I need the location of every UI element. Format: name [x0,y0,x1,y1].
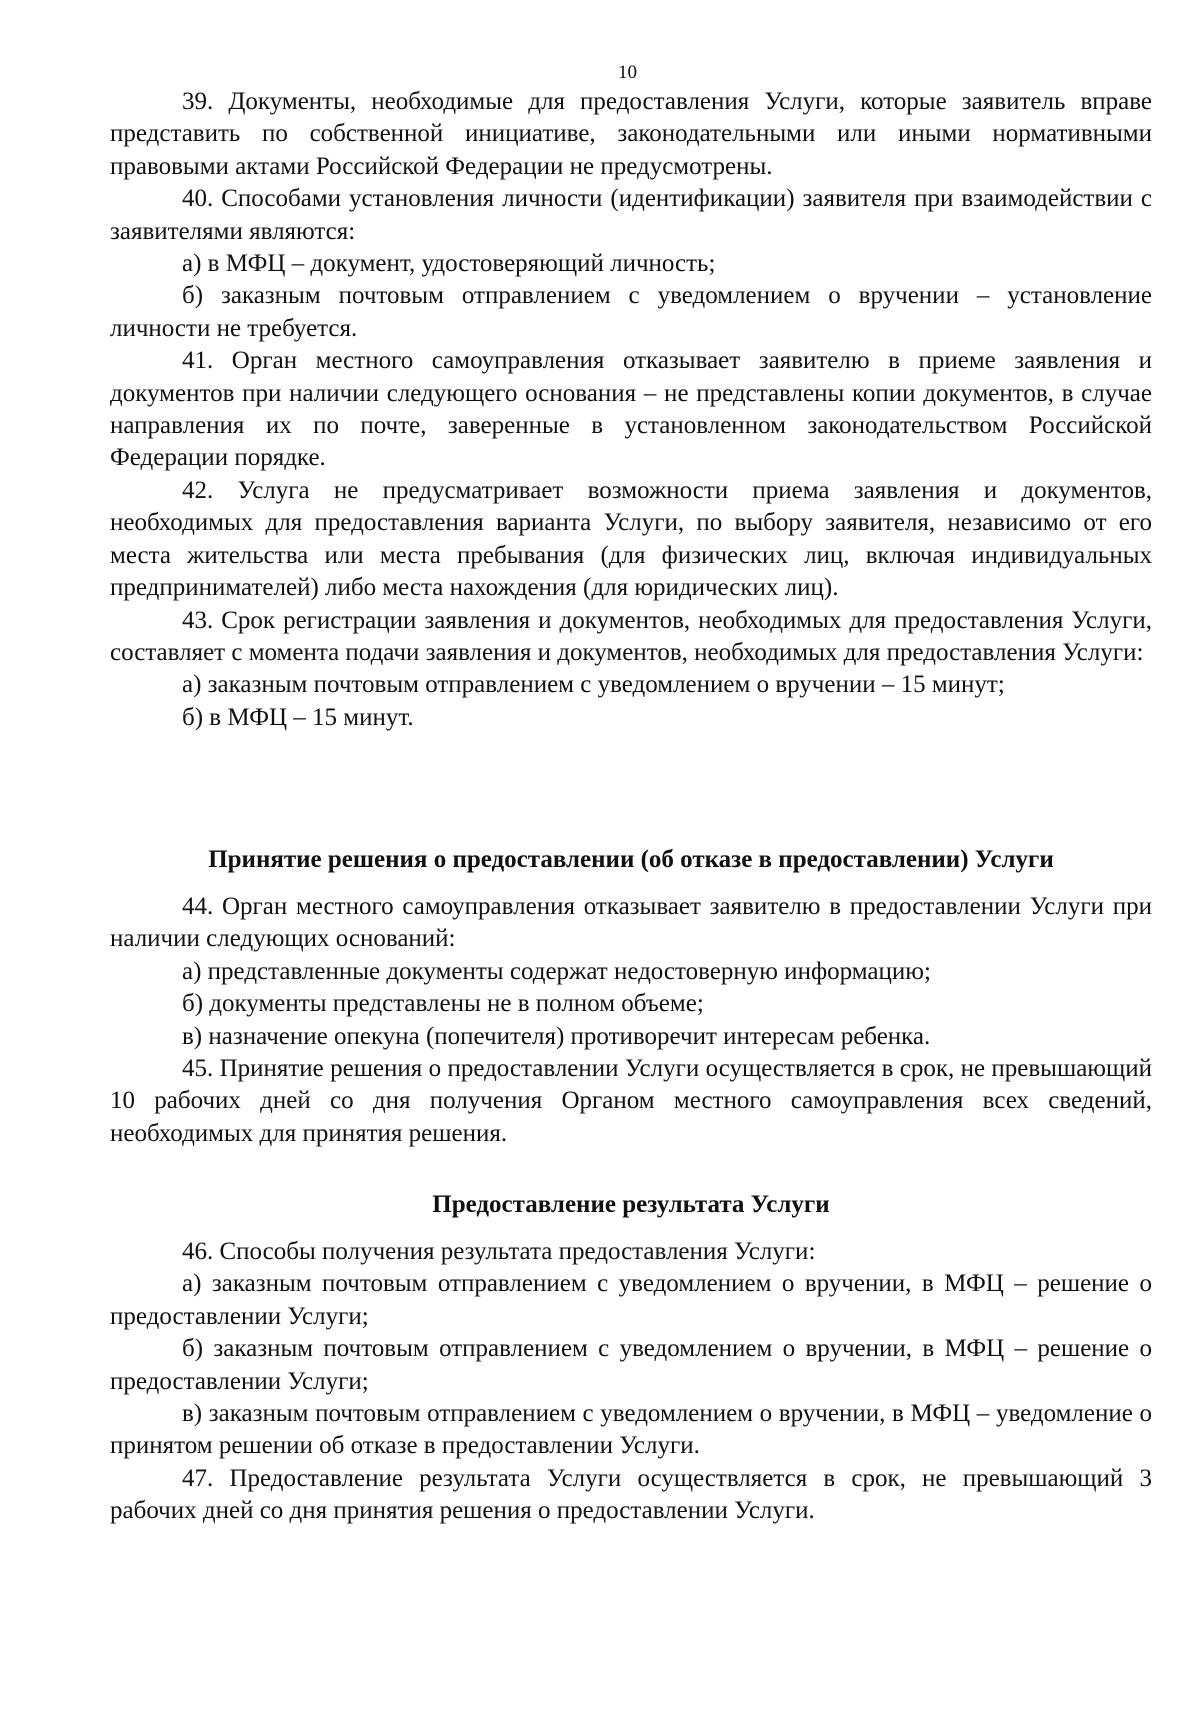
paragraph-46-item-a: а) заказным почтовым отправлением с уведомлением о вручении, в МФЦ – решение о предоставлении Услуги; [110,1270,1152,1330]
paragraph-43-item-a: а) заказным почтовым отправлением с уведомлением о вручении – 15 минут; [182,671,1005,699]
paragraph-40-item-a: а) в МФЦ – документ, удостоверяющий личность; [182,250,716,278]
paragraph-42: 42. Услуга не предусматривает возможности приема заявления и документов, необходимых для предоставления варианта Услуги, по выбору заявителя, независимо от его места жительства или места пребывания (для физических лиц, включая индивидуальных предпринимателей) либо места нахождения (для юридических лиц). [110,476,1152,602]
paragraph-40: 40. Способами установления личности (идентификации) заявителя при взаимодействии с заявителями являются: [110,185,1152,245]
paragraph-41: 41. Орган местного самоуправления отказывает заявителю в приеме заявления и документов при наличии следующего основания – не представлены копии документов, в случае направления их по почте, заверенные в установленном законодательством Российской Федерации порядке. [110,347,1152,472]
paragraph-43-item-b: б) в МФЦ – 15 минут. [182,703,414,731]
paragraph-45: 45. Принятие решения о предоставлении Услуги осуществляется в срок, не превышающий 10 рабочих дней со дня получения Органом местного самоуправления всех сведений, необходимых для принятия решения. [110,1055,1152,1147]
section-decision [110,891,1152,1150]
paragraph-46-item-c: в) заказным почтовым отправлением с уведомлением о вручении, в МФЦ – уведомление о принятом решении об отказе в предоставлении Услуги. [110,1400,1152,1460]
section-result [110,1236,1152,1528]
paragraph-44-item-a: а) представленные документы содержат недостоверную информацию; [182,957,931,985]
paragraph-44: 44. Орган местного самоуправления отказывает заявителю в предоставлении Услуги при наличии следующих оснований: [110,893,1152,953]
section-documents-and-registration [110,86,1152,734]
paragraph-44-item-b: б) документы представлены не в полном объеме; [182,990,704,1018]
paragraph-46: 46. Способы получения результата предоставления Услуги: [182,1238,816,1265]
paragraph-46-item-b: б) заказным почтовым отправлением с уведомлением о вручении, в МФЦ – решение о предоставлении Услуги; [110,1335,1152,1395]
paragraph-47: 47. Предоставление результата Услуги осуществляется в срок, не превышающий 3 рабочих дней со дня принятия решения о предоставлении Услуги. [110,1464,1152,1525]
section-heading-decision: Принятие решения о предоставлении (об отказе в предоставлении) Услуги [208,846,1054,873]
paragraph-43: 43. Срок регистрации заявления и документов, необходимых для предоставления Услуги, составляет с момента подачи заявления и документов, необходимых для предоставления Услуги: [110,606,1152,666]
paragraph-44-item-c: в) назначение опекуна (попечителя) противоречит интересам ребенка. [182,1022,931,1050]
paragraph-40-item-b: б) заказным почтовым отправлением с уведомлением о вручении – установление личности не требуется. [110,282,1152,342]
paragraph-39: 39. Документы, необходимые для предоставления Услуги, которые заявитель вправе представить по собственной инициативе, законодательными или иными нормативными правовыми актами Российской Федерации не предусмотрены. [110,88,1152,180]
page-number: 10 [618,62,637,83]
section-heading-result: Предоставление результата Услуги [432,1191,830,1218]
